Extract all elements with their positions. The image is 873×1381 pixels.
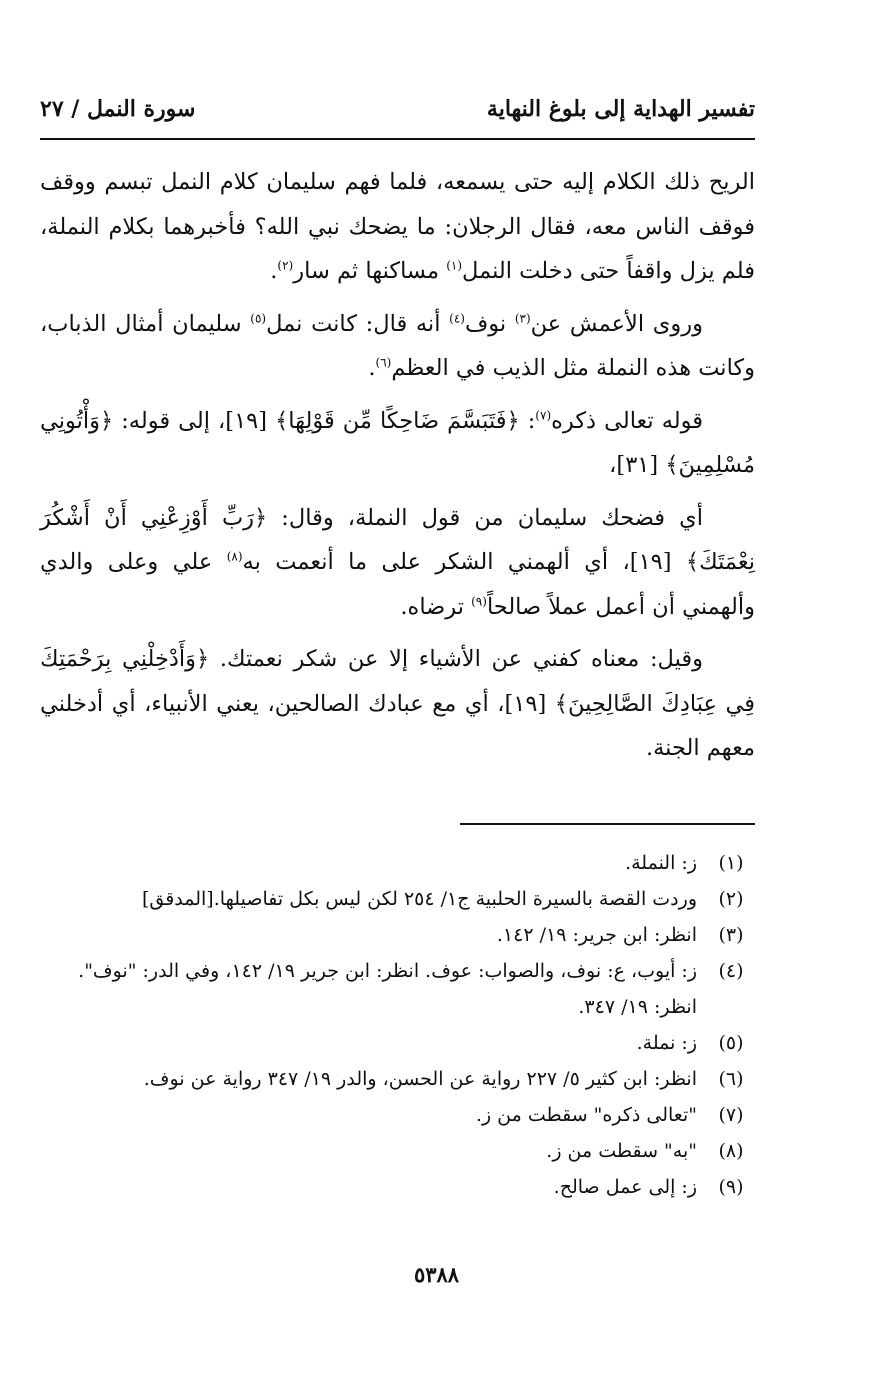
- footnote-ref-2: (٢): [277, 258, 294, 273]
- footnote-text: ز: أيوب، ع: نوف، والصواب: عوف. انظر: ابن جرير ١٩/ ١٤٢، وفي الدر: "نوف". انظر: ١٩/ ٣٤٧.: [78, 960, 697, 1018]
- footnote-number: (٥): [718, 1032, 744, 1054]
- footnote-divider: [460, 823, 755, 825]
- footnote-number: (٨): [718, 1140, 744, 1162]
- footnote-ref-7: (٧): [535, 408, 552, 422]
- page-number: ٥٣٨٨: [413, 1262, 460, 1287]
- footnote-text: ز: إلى عمل صالح.: [553, 1176, 697, 1198]
- book-title: تفسير الهداية إلى بلوغ النهاية: [486, 96, 755, 122]
- footnote-ref-8: (٨): [226, 549, 243, 564]
- footnote: [40, 1169, 755, 1205]
- footnote-number: (٧): [718, 1104, 744, 1126]
- footnote: [40, 881, 755, 917]
- footnote: [40, 845, 755, 881]
- footnote-text: "تعالى ذكره" سقطت من ز.: [475, 1104, 697, 1126]
- paragraph-1: الريح ذلك الكلام إليه حتى يسمعه، فلما فهم سليمان كلام النمل تبسم ووقف فوقف الناس معه، فقال الرجلان: ما يضحك نبي الله؟ فأخبرهما بكلام النملة، فلم يزل واقفاً حتى دخلت النمل$^{(١)}$ مساكنها ثم سار$^{(٢)}$.: [40, 169, 755, 284]
- footnote-ref-9: (٩): [471, 594, 487, 608]
- footnote-ref-6: (٦): [375, 355, 392, 370]
- quran-verse: ﴿وَأَدْخِلْنِي بِرَحْمَتِكَ فِي عِبَادِكَ الصَّالِحِينَ﴾: [40, 646, 755, 717]
- footnote-ref-1: (١): [446, 258, 463, 273]
- footnote-text: انظر: ابن كثير ٥/ ٢٢٧ رواية عن الحسن، والدر ١٩/ ٣٤٧ رواية عن نوف.: [143, 1068, 697, 1090]
- footnote-number: (٣): [718, 924, 744, 946]
- paragraph-2: وروى الأعمش عن$^{(٣)}$ نوف$^{(٤)}$ أنه قال: كانت نمل$^{(٥)}$ سليمان أمثال الذباب، وكانت هذه النملة مثل الذيب في العظم$^{(٦)}$.: [40, 310, 755, 381]
- footnote-text: انظر: ابن جرير: ١٩/ ١٤٢.: [496, 924, 697, 946]
- footnote-text: ز: النملة.: [625, 852, 697, 874]
- quran-verse: ﴿وَأْتُونِي مُسْلِمِينَ﴾: [40, 407, 755, 478]
- footnote: [40, 1025, 755, 1061]
- footnote-number: (٢): [718, 888, 744, 910]
- footnote: [40, 953, 755, 1025]
- footnote-number: (٩): [718, 1176, 744, 1198]
- header-divider: [40, 138, 755, 140]
- footnote: [40, 1097, 755, 1133]
- footnote-ref-3: (٣): [514, 311, 531, 325]
- paragraph-4: أي فضحك سليمان من قول النملة، وقال: ﴿رَبِّ أَوْزِعْنِي أَنْ أَشْكُرَ نِعْمَتَكَ﴾ [١٩]، أي ألهمني الشكر على ما أنعمت به$^{(٨)}$ علي وعلى والدي وألهمني أن أعمل عملاً صالحاً$^{(٩)}$ ترضاه.: [40, 504, 755, 620]
- quran-verse: ﴿رَبِّ أَوْزِعْنِي أَنْ أَشْكُرَ نِعْمَتَكَ﴾: [40, 504, 755, 575]
- footnotes: [40, 845, 755, 1205]
- running-header: [40, 96, 755, 136]
- footnote-text: ز: نملة.: [636, 1032, 697, 1054]
- paragraph-5: وقيل: معناه كفني عن الأشياء إلا عن شكر نعمتك. ﴿وَأَدْخِلْنِي بِرَحْمَتِكَ فِي عِبَادِكَ الصَّالِحِينَ﴾ [١٩]، أي مع عبادك الصالحين، يعني الأنبياء، أي أدخلني معهم الجنة.: [40, 646, 755, 761]
- footnote-number: (٦): [718, 1068, 744, 1090]
- footnote-text: "به" سقطت من ز.: [546, 1140, 697, 1162]
- footnote: [40, 917, 755, 953]
- footnote-ref-5: (٥): [250, 311, 267, 325]
- footnote: [40, 1133, 755, 1169]
- footnote: [40, 1061, 755, 1097]
- footnote-number: (١): [718, 852, 744, 874]
- quran-verse: ﴿فَتَبَسَّمَ ضَاحِكًا مِّن قَوْلِهَا﴾: [275, 407, 520, 434]
- main-text: [40, 160, 755, 779]
- footnote-text: وردت القصة بالسيرة الحلبية ج١/ ٢٥٤ لكن ليس بكل تفاصيلها.[المدقق]: [141, 888, 697, 910]
- paragraph-3: قوله تعالى ذكره$^{(٧)}$: ﴿فَتَبَسَّمَ ضَاحِكًا مِّن قَوْلِهَا﴾ [١٩]، إلى قوله: ﴿وَأْتُونِي مُسْلِمِينَ﴾ [٣١]،: [40, 407, 755, 478]
- footnote-ref-4: (٤): [449, 311, 465, 325]
- footnote-number: (٤): [718, 960, 744, 982]
- surah-label: سورة النمل / ٢٧: [40, 96, 196, 122]
